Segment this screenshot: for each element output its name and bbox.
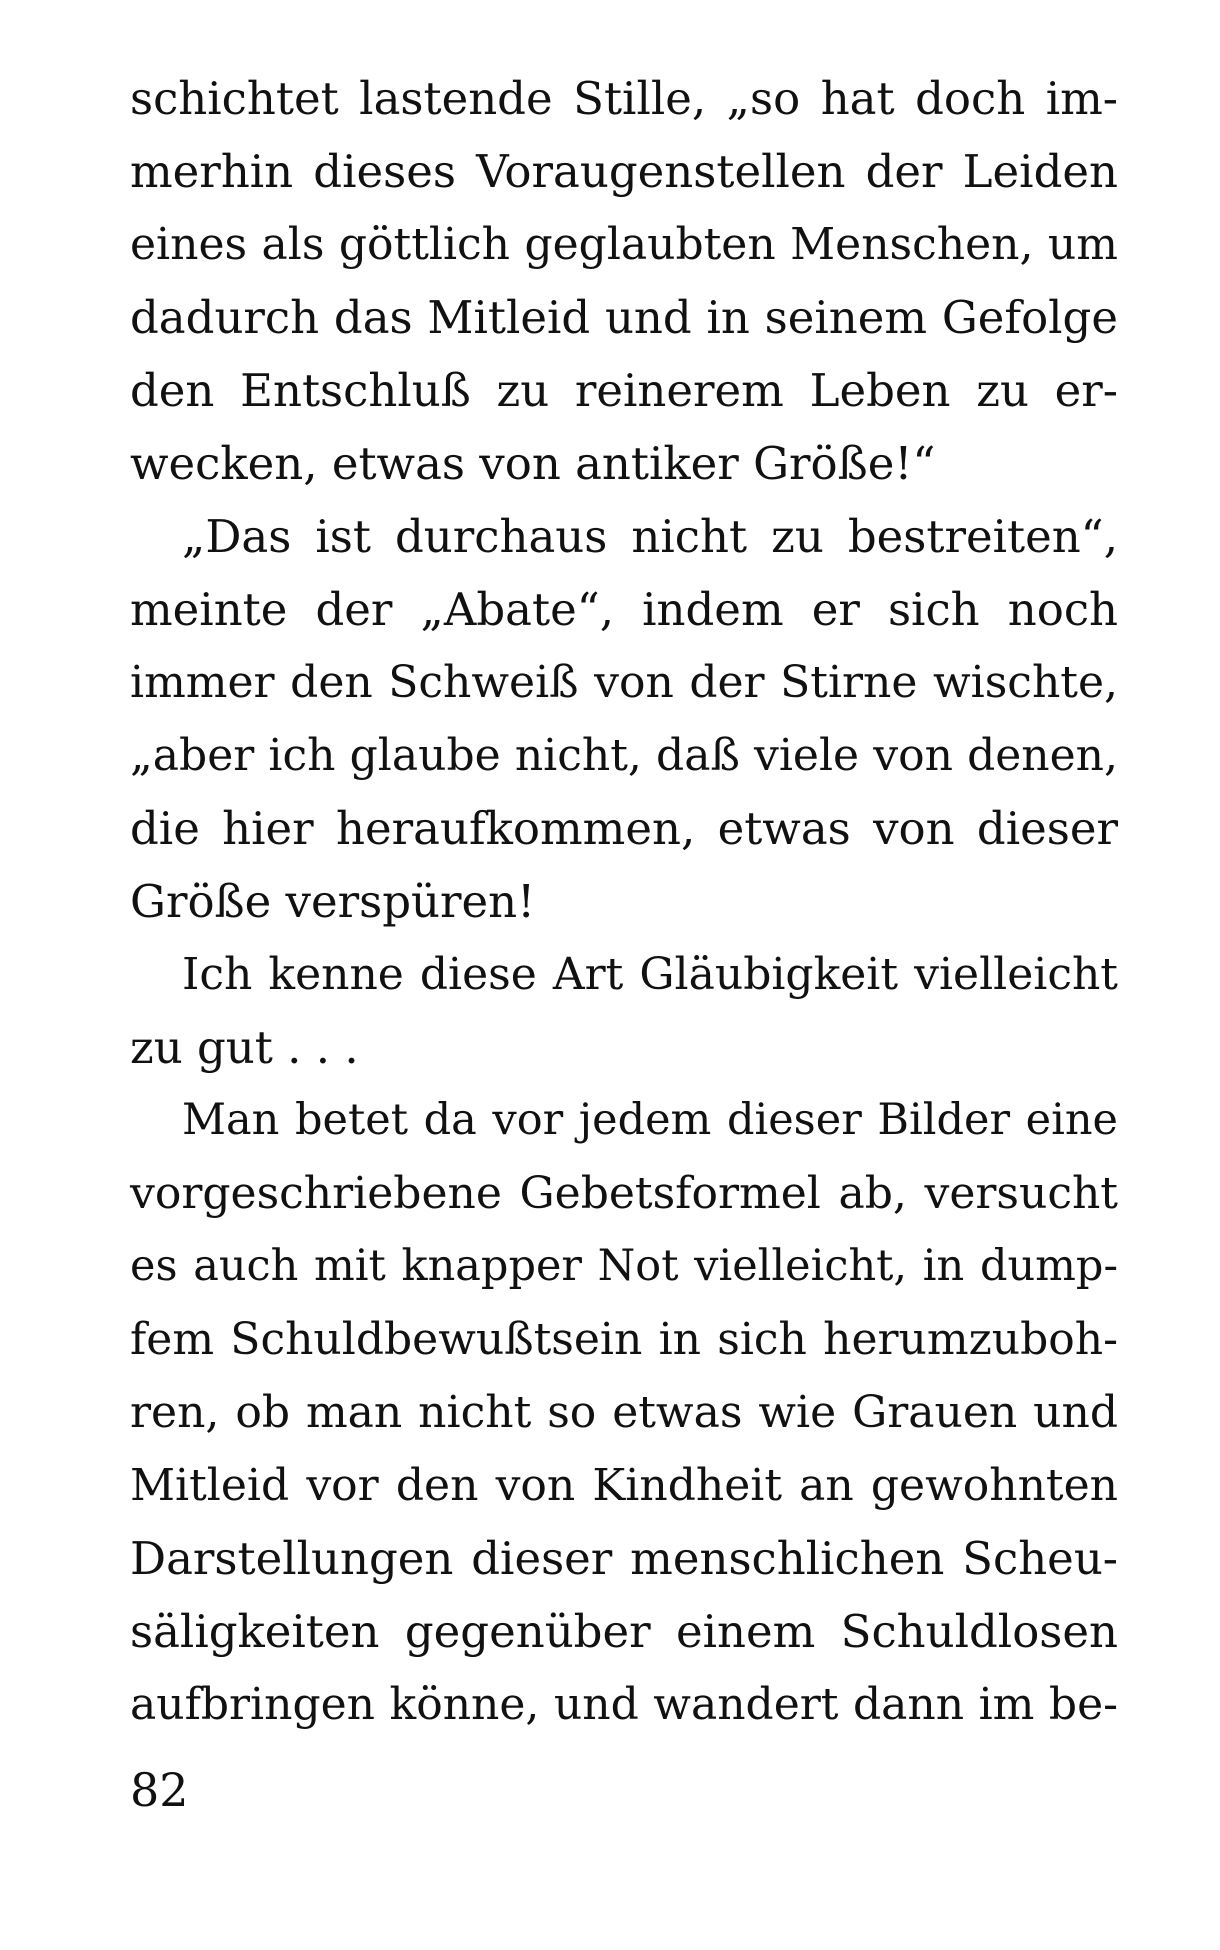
text-line: Ich kenne diese Art Gläubigkeit vielleicht	[182, 949, 1118, 1000]
text-line: Größe verspüren!	[130, 875, 536, 928]
text-line: säligkeiten gegenüber einem Schuldlosen	[130, 1605, 1118, 1658]
text-line: Mitleid vor den von Kindheit an gewohnten	[130, 1460, 1118, 1511]
text-line: zu gut . . .	[130, 1021, 359, 1074]
text-line: „Das ist durchaus nicht zu bestreiten“,	[182, 510, 1118, 563]
text-line: den Entschluß zu reinerem Leben zu er-	[130, 364, 1118, 417]
text-line: aufbringen könne, und wandert dann im be-	[130, 1679, 1118, 1730]
body-text	[130, 62, 1118, 1741]
text-line: eines als göttlich geglaubten Menschen, um	[130, 219, 1118, 270]
text-line: die hier heraufkommen, etwas von dieser	[130, 802, 1118, 855]
text-line: vorgeschriebene Gebetsformel ab, versucht	[130, 1168, 1118, 1219]
text-line: Man betet da vor jedem dieser Bilder eine	[182, 1095, 1118, 1145]
text-line: ren, ob man nicht so etwas wie Grauen und	[130, 1387, 1118, 1438]
text-line: schichtet lastende Stille, „so hat doch im-	[130, 72, 1118, 125]
text-line: immer den Schweiß von der Stirne wischte,	[130, 657, 1118, 708]
text-line: meinte der „Abate“, indem er sich noch	[130, 583, 1118, 636]
text-line: fem Schuldbewußtsein in sich herumzuboh-	[130, 1314, 1118, 1365]
page-number: 82	[130, 1763, 189, 1817]
text-line: „aber ich glaube nicht, daß viele von denen,	[130, 730, 1118, 781]
text-line: dadurch das Mitleid und in seinem Gefolge	[130, 291, 1118, 344]
text-line: Darstellungen dieser menschlichen Scheu-	[130, 1532, 1118, 1585]
text-line: wecken, etwas von antiker Größe!“	[130, 437, 936, 490]
text-line: es auch mit knapper Not vielleicht, in dump-	[130, 1241, 1118, 1291]
text-line: merhin dieses Voraugenstellen der Leiden	[130, 145, 1118, 198]
